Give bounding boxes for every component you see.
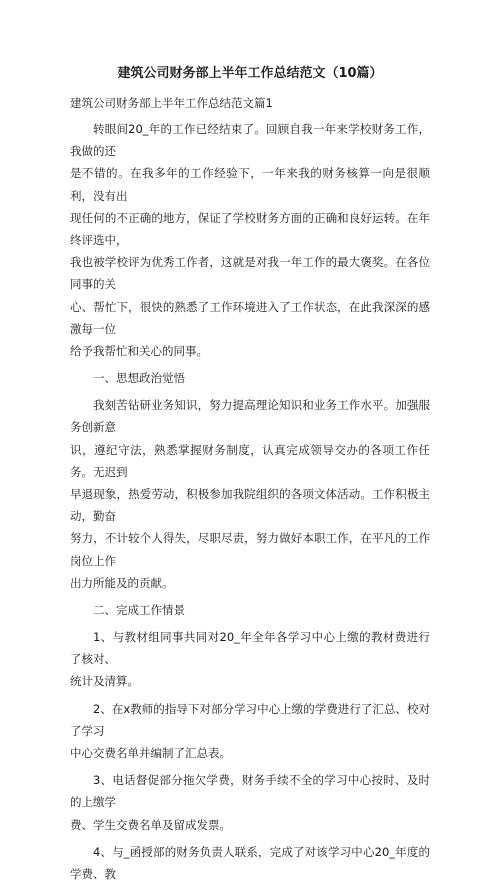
paragraph-line: 中心交费名单并编制了汇总表。 — [70, 746, 231, 761]
body-paragraph — [70, 841, 430, 885]
paragraph-line: 努力，不计较个人得失，尽职尽责，努力做好本职工作，在平凡的工作岗位上作 — [70, 531, 430, 568]
paragraph-line: 出力所能及的贡献。 — [70, 575, 174, 590]
section-heading: 一、思想政治觉悟 — [93, 371, 185, 386]
body-paragraph — [70, 698, 430, 765]
body-paragraph — [70, 769, 430, 836]
paragraph-line: 统计及清算。 — [70, 674, 139, 689]
section-heading: 二、完成工作情景 — [93, 603, 185, 618]
paragraph-line: 3、电话督促部分拖欠学费，财务手续不全的学习中心按时、及时的上缴学 — [70, 773, 430, 810]
paragraph-line: 4、与_函授部的财务负责人联系，完成了对该学习中心20_年度的学费、教 — [70, 844, 430, 882]
body-paragraph — [70, 626, 430, 693]
paragraph-line: 识，遵纪守法，熟悉掌握财务制度，认真完成领导交办的各项工作任务。无迟到 — [70, 442, 430, 479]
document-body — [70, 118, 430, 885]
paragraph-line: 费、学生交费名单及留成发票。 — [70, 817, 231, 832]
paragraph-line: 我刻苦钻研业务知识，努力提高理论知识和业务工作水平。加强服务创新意 — [70, 398, 430, 435]
paragraph-line: 1、与教材组同事共同对20_年全年各学习中心上缴的教材费进行了核对、 — [70, 630, 430, 667]
paragraph-line: 转眼间20_年的工作已经结束了。回顾自我一年来学校财务工作，我做的还 — [70, 122, 430, 159]
document-title: 建筑公司财务部上半年工作总结范文（10篇） — [117, 66, 383, 81]
paragraph-line: 心、帮忙下，很快的熟悉了工作环境进入了工作状态，在此我深深的感激每一位 — [70, 299, 430, 336]
paragraph-line: 现任何的不正确的地方，保证了学校财务方面的正确和良好运转。在年终评选中， — [70, 210, 430, 248]
body-paragraph — [70, 394, 430, 594]
paragraph-line: 给予我帮忙和关心的同事。 — [70, 344, 208, 359]
document-subtitle: 建筑公司财务部上半年工作总结范文篇1 — [70, 96, 273, 110]
paragraph-line: 2、在x教师的指导下对部分学习中心上缴的学费进行了汇总、校对了学习 — [70, 701, 430, 738]
paragraph-line: 早退现象，热爱劳动，积极参加我院组织的各项文体活动。工作积极主动，勤奋 — [70, 487, 430, 524]
paragraph-line: 是不错的。在我多年的工作经验下，一年来我的财务核算一向是很顺利，没有出 — [70, 166, 430, 203]
paragraph-line: 我也被学校评为优秀工作者，这就是对我一年工作的最大褒奖。在各位同事的关 — [70, 255, 430, 292]
body-paragraph — [70, 118, 430, 362]
